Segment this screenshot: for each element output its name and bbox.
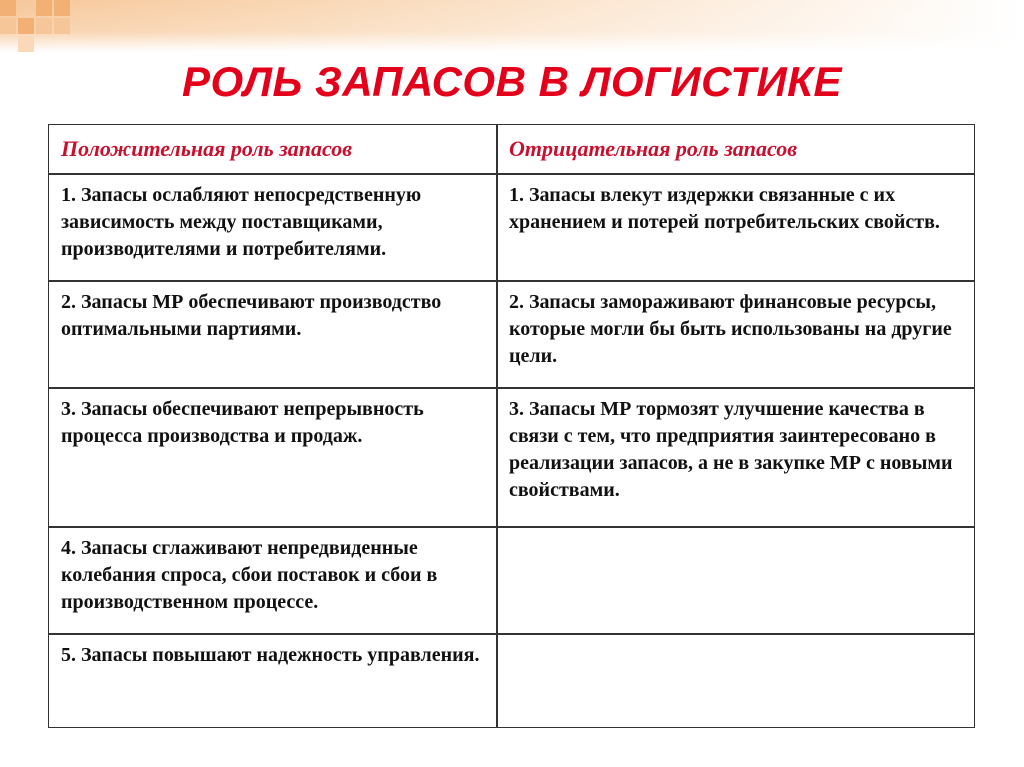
header-negative: Отрицательная роль запасов: [509, 136, 798, 161]
decor-square: [54, 0, 70, 16]
table-cell-negative-2: 2. Запасы замораживают финансовые ресурсы, которые могли бы быть использованы на другие цели.: [509, 291, 952, 367]
decor-square: [0, 0, 16, 16]
table-cell-negative-5: [497, 634, 974, 727]
table-cell-negative-3: 3. Запасы МР тормозят улучшение качества в связи с тем, что предприятия заинтересовано в реализации запасов, а не в закупке МР с новыми свойствами.: [509, 398, 953, 501]
header-positive: Положительная роль запасов: [61, 136, 353, 161]
table-cell-negative-4: [497, 527, 974, 633]
decor-square: [18, 36, 34, 52]
table-cell-positive-2: 2. Запасы МР обеспечивают производство оптимальными партиями.: [61, 291, 442, 340]
header-decoration-fade: [0, 0, 1024, 52]
decor-square: [18, 18, 34, 34]
table-cell-negative-1: 1. Запасы влекут издержки связанные с их хранением и потерей потребительских свойств.: [509, 184, 940, 233]
roles-table: [48, 124, 975, 728]
table-cell-positive-3: 3. Запасы обеспечивают непрерывность процесса производства и продаж.: [61, 398, 424, 447]
table-cell-positive-5: 5. Запасы повышают надежность управления.: [61, 644, 480, 666]
table-cell-positive-1: 1. Запасы ослабляют непосредственную зависимость между поставщиками, производителями и потребителями.: [61, 184, 422, 260]
slide-title: РОЛЬ ЗАПАСОВ В ЛОГИСТИКЕ: [181, 58, 843, 105]
table-cell-positive-4: 4. Запасы сглаживают непредвиденные колебания спроса, сбои поставок и сбои в производственном процессе.: [61, 537, 438, 613]
decor-square: [36, 18, 52, 34]
decor-square: [54, 18, 70, 34]
decor-square: [36, 0, 52, 16]
decor-square: [0, 18, 16, 34]
